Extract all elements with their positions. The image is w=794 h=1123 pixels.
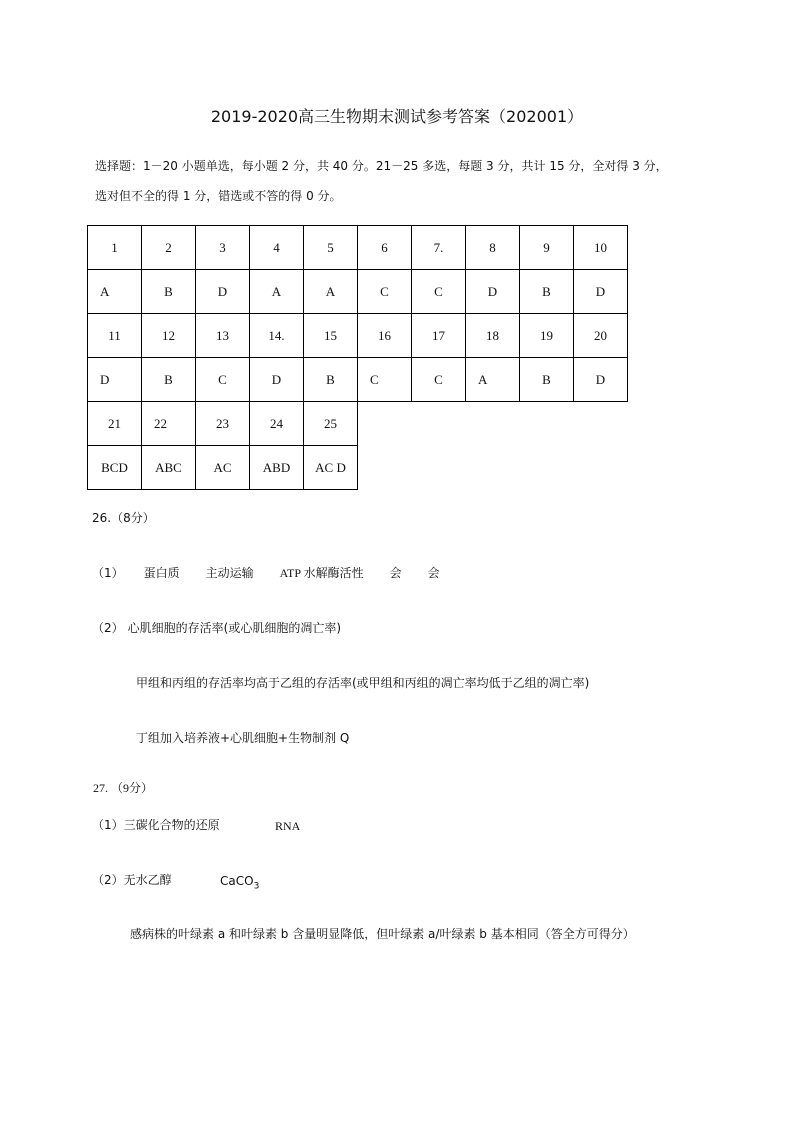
table-cell: D	[574, 358, 628, 402]
q27-part2-label: （2）	[92, 873, 124, 887]
table-cell: A	[88, 270, 142, 314]
q27-part1-label: （1）	[92, 818, 124, 832]
table-cell: 25	[304, 402, 358, 446]
table-cell: 24	[250, 402, 304, 446]
q26-answer-protein: 蛋白质	[143, 566, 180, 580]
q27-part2	[92, 872, 172, 888]
q27-part2-text: 无水乙醇	[123, 873, 172, 887]
table-cell: 12	[142, 314, 196, 358]
table-cell: 9	[520, 226, 574, 270]
table-empty-area	[358, 446, 628, 490]
answer-table	[87, 225, 628, 490]
table-cell: 23	[196, 402, 250, 446]
table-cell: 6	[358, 226, 412, 270]
q26-answer-will-2: 会	[427, 566, 440, 580]
table-cell: D	[574, 270, 628, 314]
table-cell: 21	[88, 402, 142, 446]
table-cell: C	[358, 270, 412, 314]
table-row	[88, 226, 628, 270]
table-cell: D	[466, 270, 520, 314]
page-title: 2019-2020高三生物期末测试参考答案（202001）	[210, 107, 584, 126]
table-cell: 16	[358, 314, 412, 358]
table-cell: 20	[574, 314, 628, 358]
table-cell: 5	[304, 226, 358, 270]
q26-part1	[92, 565, 440, 581]
table-cell: B	[142, 270, 196, 314]
q26-heading: 26.（8分）	[92, 511, 155, 525]
table-cell: ABC	[142, 446, 196, 490]
q26-part2-line1: 心肌细胞的存活率(或心肌细胞的凋亡率)	[127, 621, 342, 635]
formula-subscript: 3	[253, 881, 260, 892]
q27-part2-formula	[220, 873, 259, 894]
table-cell: C	[358, 358, 412, 402]
table-row	[88, 402, 628, 446]
table-cell: BCD	[88, 446, 142, 490]
table-cell: 7.	[412, 226, 466, 270]
table-row	[88, 270, 628, 314]
table-cell: 22	[142, 402, 196, 446]
table-cell: A	[466, 358, 520, 402]
table-cell: B	[520, 358, 574, 402]
table-cell: D	[88, 358, 142, 402]
q26-answer-atp: ATP 水解酶活性	[279, 566, 364, 580]
table-cell: 3	[196, 226, 250, 270]
table-cell: 4	[250, 226, 304, 270]
table-cell: C	[412, 358, 466, 402]
table-cell: 1	[88, 226, 142, 270]
table-cell: 13	[196, 314, 250, 358]
intro-line-1: 选择题：1－20 小题单选，每小题 2 分，共 40 分。21－25 多选，每题 3 分，共计 15 分，全对得 3 分，	[95, 159, 668, 173]
intro-line-2: 选对但不全的得 1 分，错选或不答的得 0 分。	[95, 189, 342, 203]
table-empty-area	[358, 402, 628, 446]
q27-part1-text: 三碳化合物的还原	[123, 818, 220, 832]
table-cell: ABD	[250, 446, 304, 490]
table-cell: 2	[142, 226, 196, 270]
table-cell: D	[196, 270, 250, 314]
q26-part1-label: （1）	[92, 566, 124, 580]
table-cell: C	[412, 270, 466, 314]
table-cell: 10	[574, 226, 628, 270]
table-row	[88, 314, 628, 358]
table-cell: 17	[412, 314, 466, 358]
table-cell: D	[250, 358, 304, 402]
table-cell: B	[142, 358, 196, 402]
table-row	[88, 358, 628, 402]
q27-part2-line2: 感病株的叶绿素 a 和叶绿素 b 含量明显降低，但叶绿素 a/叶绿素 b 基本相同（答全方可得分）	[130, 927, 635, 941]
table-cell: B	[520, 270, 574, 314]
table-cell: 11	[88, 314, 142, 358]
q26-part2-line2: 甲组和丙组的存活率均高于乙组的存活率(或甲组和丙组的凋亡率均低于乙组的凋亡率)	[136, 676, 590, 690]
q26-answer-transport: 主动运输	[205, 566, 254, 580]
table-cell: A	[250, 270, 304, 314]
formula-main: CaCO	[220, 874, 254, 888]
q27-part1-answer-rna: RNA	[275, 819, 301, 833]
table-cell: A	[304, 270, 358, 314]
table-row	[88, 446, 628, 490]
q27-part1	[92, 817, 220, 833]
table-cell: 18	[466, 314, 520, 358]
table-cell: AC	[196, 446, 250, 490]
table-cell: 14.	[250, 314, 304, 358]
q26-part2	[92, 620, 341, 636]
table-cell: AC D	[304, 446, 358, 490]
table-cell: 15	[304, 314, 358, 358]
table-cell: C	[196, 358, 250, 402]
table-cell: B	[304, 358, 358, 402]
table-cell: 8	[466, 226, 520, 270]
q26-part2-line3: 丁组加入培养液+心肌细胞+生物制剂 Q	[136, 731, 350, 745]
q27-heading: 27. （9分）	[93, 781, 154, 795]
table-cell: 19	[520, 314, 574, 358]
q26-part2-label: （2）	[92, 621, 124, 635]
q26-answer-will-1: 会	[389, 566, 402, 580]
